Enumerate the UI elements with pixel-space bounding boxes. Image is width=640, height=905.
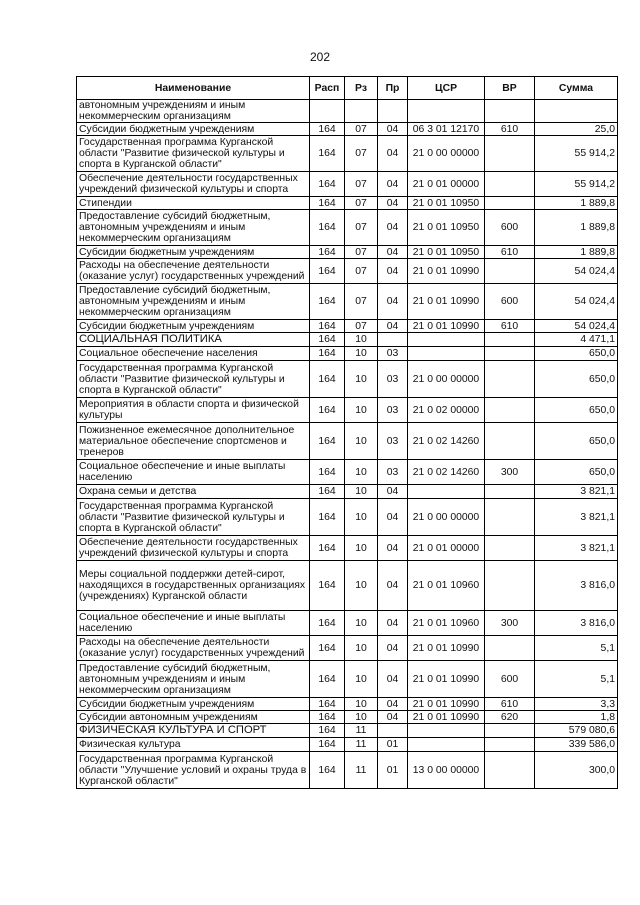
- table-row: [77, 423, 618, 460]
- cell-rasp: 164: [310, 259, 345, 284]
- cell-vr: [485, 333, 535, 347]
- cell-vr: 610: [485, 123, 535, 136]
- cell-name: Социальное обеспечение и иные выплаты населению: [77, 460, 310, 485]
- cell-pr: 01: [378, 752, 408, 789]
- cell-sum: 54 024,4: [535, 259, 618, 284]
- cell-rz: 10: [345, 499, 378, 536]
- cell-rz: 07: [345, 210, 378, 246]
- cell-rasp: 164: [310, 361, 345, 398]
- cell-rz: 07: [345, 172, 378, 197]
- cell-pr: [378, 100, 408, 123]
- cell-rasp: 164: [310, 460, 345, 485]
- cell-rz: 10: [345, 347, 378, 361]
- cell-vr: [485, 398, 535, 423]
- cell-pr: 04: [378, 536, 408, 561]
- cell-vr: 300: [485, 460, 535, 485]
- table-row: [77, 361, 618, 398]
- cell-sum: 5,1: [535, 661, 618, 698]
- cell-name: Стипендии: [77, 197, 310, 210]
- cell-name: автономным учреждениям и иным некоммерческим организациям: [77, 100, 310, 123]
- cell-pr: 04: [378, 172, 408, 197]
- cell-sum: 1 889,8: [535, 210, 618, 246]
- cell-pr: [378, 333, 408, 347]
- cell-vr: [485, 738, 535, 752]
- cell-sum: 55 914,2: [535, 136, 618, 172]
- cell-rz: [345, 100, 378, 123]
- cell-sum: 300,0: [535, 752, 618, 789]
- cell-vr: [485, 361, 535, 398]
- table-row: [77, 347, 618, 361]
- cell-csr: 21 0 00 00000: [408, 499, 485, 536]
- cell-rz: 10: [345, 423, 378, 460]
- cell-rasp: 164: [310, 636, 345, 661]
- cell-csr: 21 0 01 10960: [408, 611, 485, 636]
- cell-csr: 21 0 01 10950: [408, 210, 485, 246]
- header-rasp: Расп: [310, 77, 345, 100]
- cell-vr: 610: [485, 698, 535, 711]
- cell-rasp: 164: [310, 698, 345, 711]
- cell-name: ФИЗИЧЕСКАЯ КУЛЬТУРА И СПОРТ: [77, 724, 310, 738]
- table-row: [77, 561, 618, 611]
- table-row: [77, 698, 618, 711]
- header-csr: ЦСР: [408, 77, 485, 100]
- cell-rz: 07: [345, 123, 378, 136]
- cell-csr: 21 0 01 10990: [408, 661, 485, 698]
- cell-name: Государственная программа Курганской области "Развитие физической культуры и спорта в Курганской области": [77, 499, 310, 536]
- cell-vr: [485, 485, 535, 499]
- cell-vr: 620: [485, 711, 535, 724]
- cell-pr: 04: [378, 636, 408, 661]
- cell-sum: 579 080,6: [535, 724, 618, 738]
- cell-name: Обеспечение деятельности государственных учреждений физической культуры и спорта: [77, 536, 310, 561]
- table-body: [77, 100, 618, 789]
- cell-name: СОЦИАЛЬНАЯ ПОЛИТИКА: [77, 333, 310, 347]
- table-row: [77, 661, 618, 698]
- header-row: [77, 77, 618, 100]
- table-row: [77, 636, 618, 661]
- cell-name: Меры социальной поддержки детей-сирот, находящихся в государственных организациях (учреждениях) Курганской области: [77, 561, 310, 611]
- cell-vr: [485, 347, 535, 361]
- cell-rz: 11: [345, 724, 378, 738]
- cell-sum: 3 821,1: [535, 485, 618, 499]
- table-row: [77, 711, 618, 724]
- cell-rasp: 164: [310, 172, 345, 197]
- cell-rz: 10: [345, 636, 378, 661]
- cell-rz: 10: [345, 561, 378, 611]
- table-row: [77, 136, 618, 172]
- cell-vr: 610: [485, 320, 535, 333]
- cell-csr: 21 0 01 10990: [408, 711, 485, 724]
- cell-pr: 04: [378, 711, 408, 724]
- cell-sum: 3 821,1: [535, 536, 618, 561]
- table-row: [77, 752, 618, 789]
- table-row: [77, 536, 618, 561]
- cell-rasp: 164: [310, 738, 345, 752]
- cell-name: Мероприятия в области спорта и физической культуры: [77, 398, 310, 423]
- cell-name: Государственная программа Курганской области "Развитие физической культуры и спорта в Курганской области": [77, 136, 310, 172]
- cell-pr: 01: [378, 738, 408, 752]
- cell-rasp: 164: [310, 561, 345, 611]
- cell-rz: 10: [345, 711, 378, 724]
- cell-vr: 610: [485, 246, 535, 259]
- cell-rasp: 164: [310, 398, 345, 423]
- cell-sum: [535, 100, 618, 123]
- cell-sum: 3 821,1: [535, 499, 618, 536]
- cell-sum: 1 889,8: [535, 246, 618, 259]
- table-row: [77, 611, 618, 636]
- cell-rz: 10: [345, 661, 378, 698]
- cell-vr: [485, 561, 535, 611]
- cell-vr: [485, 536, 535, 561]
- table-header: [77, 77, 618, 100]
- cell-csr: 21 0 00 00000: [408, 136, 485, 172]
- cell-vr: 600: [485, 210, 535, 246]
- cell-rasp: 164: [310, 724, 345, 738]
- cell-sum: 3,3: [535, 698, 618, 711]
- cell-pr: 04: [378, 197, 408, 210]
- cell-csr: 21 0 01 10990: [408, 320, 485, 333]
- cell-csr: 21 0 01 10990: [408, 698, 485, 711]
- cell-vr: 600: [485, 661, 535, 698]
- cell-sum: 55 914,2: [535, 172, 618, 197]
- cell-vr: [485, 636, 535, 661]
- table-row: [77, 123, 618, 136]
- cell-pr: 03: [378, 460, 408, 485]
- table-row: [77, 172, 618, 197]
- cell-rasp: [310, 100, 345, 123]
- cell-sum: 650,0: [535, 460, 618, 485]
- cell-pr: 04: [378, 320, 408, 333]
- table-row: [77, 460, 618, 485]
- cell-vr: [485, 197, 535, 210]
- cell-name: Субсидии бюджетным учреждениям: [77, 246, 310, 259]
- cell-rz: 07: [345, 284, 378, 320]
- header-rz: Рз: [345, 77, 378, 100]
- cell-rasp: 164: [310, 333, 345, 347]
- table-row: [77, 259, 618, 284]
- cell-csr: 21 0 02 14260: [408, 423, 485, 460]
- cell-rasp: 164: [310, 661, 345, 698]
- cell-sum: 3 816,0: [535, 611, 618, 636]
- cell-pr: 03: [378, 398, 408, 423]
- cell-vr: [485, 136, 535, 172]
- table-row: [77, 724, 618, 738]
- cell-csr: 21 0 01 10990: [408, 284, 485, 320]
- cell-rz: 10: [345, 361, 378, 398]
- cell-csr: [408, 333, 485, 347]
- table-row: [77, 499, 618, 536]
- cell-vr: [485, 259, 535, 284]
- cell-sum: 339 586,0: [535, 738, 618, 752]
- cell-sum: 54 024,4: [535, 320, 618, 333]
- cell-rz: 10: [345, 698, 378, 711]
- cell-rz: 10: [345, 536, 378, 561]
- header-vr: ВР: [485, 77, 535, 100]
- cell-rasp: 164: [310, 711, 345, 724]
- cell-pr: 04: [378, 698, 408, 711]
- cell-name: Предоставление субсидий бюджетным, автономным учреждениям и иным некоммерческим организациям: [77, 210, 310, 246]
- cell-pr: 04: [378, 284, 408, 320]
- header-name: Наименование: [77, 77, 310, 100]
- cell-rasp: 164: [310, 752, 345, 789]
- cell-csr: 21 0 02 14260: [408, 460, 485, 485]
- cell-vr: 300: [485, 611, 535, 636]
- cell-rz: 07: [345, 136, 378, 172]
- cell-rz: 10: [345, 398, 378, 423]
- cell-csr: 21 0 01 10990: [408, 636, 485, 661]
- cell-name: Субсидии бюджетным учреждениям: [77, 123, 310, 136]
- cell-rasp: 164: [310, 536, 345, 561]
- cell-csr: [408, 485, 485, 499]
- cell-pr: 03: [378, 361, 408, 398]
- table-row: [77, 398, 618, 423]
- cell-name: Субсидии бюджетным учреждениям: [77, 320, 310, 333]
- cell-rasp: 164: [310, 210, 345, 246]
- cell-pr: 04: [378, 136, 408, 172]
- cell-pr: 04: [378, 561, 408, 611]
- cell-rasp: 164: [310, 347, 345, 361]
- cell-pr: 03: [378, 423, 408, 460]
- cell-csr: [408, 738, 485, 752]
- cell-vr: [485, 172, 535, 197]
- cell-pr: 04: [378, 611, 408, 636]
- budget-table: [76, 76, 618, 789]
- cell-rasp: 164: [310, 423, 345, 460]
- cell-vr: [485, 100, 535, 123]
- cell-csr: 21 0 01 10950: [408, 197, 485, 210]
- cell-name: Государственная программа Курганской области "Развитие физической культуры и спорта в Курганской области": [77, 361, 310, 398]
- cell-csr: 21 0 01 10990: [408, 259, 485, 284]
- cell-rasp: 164: [310, 197, 345, 210]
- cell-sum: 25,0: [535, 123, 618, 136]
- cell-sum: 54 024,4: [535, 284, 618, 320]
- cell-rz: 10: [345, 485, 378, 499]
- cell-pr: 04: [378, 246, 408, 259]
- cell-rz: 10: [345, 460, 378, 485]
- table-row: [77, 284, 618, 320]
- table-row: [77, 738, 618, 752]
- cell-sum: 650,0: [535, 398, 618, 423]
- cell-csr: 21 0 01 00000: [408, 172, 485, 197]
- cell-name: Государственная программа Курганской области "Улучшение условий и охраны труда в Курганской области": [77, 752, 310, 789]
- cell-vr: [485, 752, 535, 789]
- cell-pr: 04: [378, 485, 408, 499]
- table-row: [77, 333, 618, 347]
- cell-name: Предоставление субсидий бюджетным, автономным учреждениям и иным некоммерческим организациям: [77, 661, 310, 698]
- cell-pr: 03: [378, 347, 408, 361]
- cell-rasp: 164: [310, 485, 345, 499]
- cell-rasp: 164: [310, 320, 345, 333]
- cell-name: Пожизненное ежемесячное дополнительное материальное обеспечение спортсменов и тренеров: [77, 423, 310, 460]
- cell-rz: 10: [345, 333, 378, 347]
- cell-rz: 07: [345, 320, 378, 333]
- cell-name: Охрана семьи и детства: [77, 485, 310, 499]
- cell-rasp: 164: [310, 284, 345, 320]
- cell-rasp: 164: [310, 611, 345, 636]
- cell-csr: 21 0 01 00000: [408, 536, 485, 561]
- cell-name: Субсидии бюджетным учреждениям: [77, 698, 310, 711]
- cell-sum: 650,0: [535, 361, 618, 398]
- cell-sum: 1 889,8: [535, 197, 618, 210]
- cell-csr: [408, 724, 485, 738]
- cell-sum: 650,0: [535, 347, 618, 361]
- cell-name: Субсидии автономным учреждениям: [77, 711, 310, 724]
- cell-name: Расходы на обеспечение деятельности (оказание услуг) государственных учреждений: [77, 259, 310, 284]
- cell-csr: 21 0 00 00000: [408, 361, 485, 398]
- cell-rz: 07: [345, 246, 378, 259]
- cell-rz: 11: [345, 752, 378, 789]
- cell-csr: 21 0 01 10960: [408, 561, 485, 611]
- table-row: [77, 100, 618, 123]
- page-number: 202: [309, 50, 331, 64]
- cell-rz: 10: [345, 611, 378, 636]
- cell-csr: [408, 100, 485, 123]
- table-row: [77, 210, 618, 246]
- cell-rasp: 164: [310, 123, 345, 136]
- cell-pr: [378, 724, 408, 738]
- table-row: [77, 246, 618, 259]
- header-pr: Пр: [378, 77, 408, 100]
- cell-name: Социальное обеспечение населения: [77, 347, 310, 361]
- cell-csr: 13 0 00 00000: [408, 752, 485, 789]
- cell-csr: 21 0 01 10950: [408, 246, 485, 259]
- cell-name: Социальное обеспечение и иные выплаты населению: [77, 611, 310, 636]
- header-sum: Сумма: [535, 77, 618, 100]
- cell-sum: 1,8: [535, 711, 618, 724]
- cell-rz: 07: [345, 259, 378, 284]
- cell-pr: 04: [378, 123, 408, 136]
- cell-rasp: 164: [310, 499, 345, 536]
- cell-pr: 04: [378, 661, 408, 698]
- table-row: [77, 485, 618, 499]
- cell-name: Физическая культура: [77, 738, 310, 752]
- cell-rasp: 164: [310, 246, 345, 259]
- cell-rz: 11: [345, 738, 378, 752]
- cell-vr: [485, 724, 535, 738]
- cell-pr: 04: [378, 259, 408, 284]
- cell-sum: 3 816,0: [535, 561, 618, 611]
- cell-pr: 04: [378, 499, 408, 536]
- table-row: [77, 320, 618, 333]
- cell-csr: 21 0 02 00000: [408, 398, 485, 423]
- cell-rz: 07: [345, 197, 378, 210]
- cell-pr: 04: [378, 210, 408, 246]
- cell-csr: [408, 347, 485, 361]
- cell-vr: [485, 423, 535, 460]
- cell-sum: 650,0: [535, 423, 618, 460]
- cell-name: Предоставление субсидий бюджетным, автономным учреждениям и иным некоммерческим организациям: [77, 284, 310, 320]
- cell-rasp: 164: [310, 136, 345, 172]
- cell-vr: [485, 499, 535, 536]
- cell-csr: 06 3 01 12170: [408, 123, 485, 136]
- table-row: [77, 197, 618, 210]
- cell-sum: 5,1: [535, 636, 618, 661]
- cell-vr: 600: [485, 284, 535, 320]
- cell-name: Обеспечение деятельности государственных учреждений физической культуры и спорта: [77, 172, 310, 197]
- cell-sum: 4 471,1: [535, 333, 618, 347]
- cell-name: Расходы на обеспечение деятельности (оказание услуг) государственных учреждений: [77, 636, 310, 661]
